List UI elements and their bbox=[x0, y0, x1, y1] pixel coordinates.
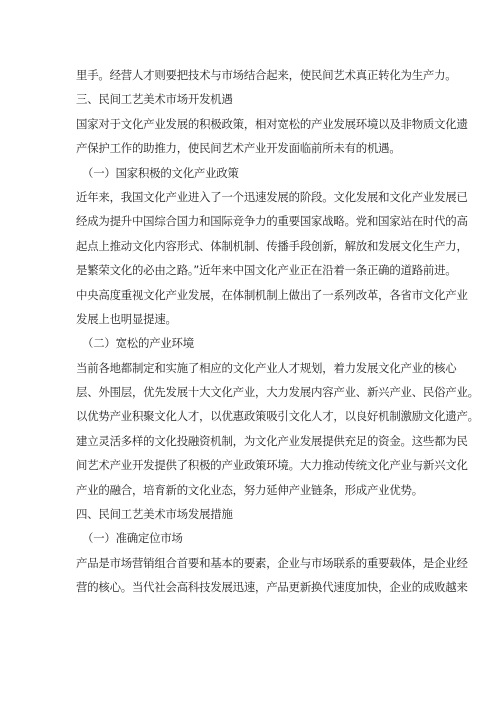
text-line: 产保护工作的助推力，使民间艺术产业开发面临前所未有的机遇。 bbox=[76, 141, 401, 156]
text-line: 以优势产业积聚文化人才，以优惠政策吸引文化人才，以良好机制激励文化遗产。 bbox=[76, 409, 479, 424]
text-line: 经成为提升中国综合国力和国际竞争力的重要国家战略。党和国家站在时代的高 bbox=[76, 214, 468, 229]
text-line: 当前各地都制定和实施了相应的文化产业人才规划，着力发展文化产业的核心 bbox=[76, 360, 457, 375]
subsection-heading: （二）宽松的产业环境 bbox=[82, 336, 194, 351]
text-line: 层、外围层，优先发展十大文化产业，大力发展内容产业、新兴产业、民俗产业。 bbox=[76, 385, 479, 400]
section-heading: 四、民间工艺美术市场发展措施 bbox=[76, 507, 233, 522]
text-line: 起点上推动文化内容形式、体制机制、传播手段创新，解放和发展文化生产力， bbox=[76, 238, 468, 253]
text-line: 产业的融合，培育新的文化业态，努力延伸产业链条，形成产业优势。 bbox=[76, 482, 423, 497]
section-heading: 三、民间工艺美术市场开发机遇 bbox=[76, 92, 233, 107]
text-line: 发展上也明显提速。 bbox=[76, 311, 177, 326]
subsection-heading: （一）准确定位市场 bbox=[82, 531, 183, 546]
document-body bbox=[76, 63, 479, 600]
text-line: 建立灵活多样的文化投融资机制，为文化产业发展提供充足的资金。这些都为民 bbox=[76, 433, 468, 448]
text-line: 中央高度重视文化产业发展，在体制机制上做出了一系列改革，各省市文化产业 bbox=[76, 287, 468, 302]
text-line: 是繁荣文化的必由之路。”近年来中国文化产业正在沿着一条正确的道路前进。 bbox=[76, 263, 457, 278]
text-line: 国家对于文化产业发展的积极政策，相对宽松的产业发展环境以及非物质文化遗 bbox=[76, 116, 468, 131]
text-line: 营的核心。当代社会高科技发展迅速，产品更新换代速度加快，企业的成败越来 bbox=[76, 580, 468, 595]
subsection-heading: （一）国家积极的文化产业政策 bbox=[82, 165, 239, 180]
text-line: 产品是市场营销组合首要和基本的要素，企业与市场联系的重要载体，是企业经 bbox=[76, 555, 468, 570]
text-line: 近年来，我国文化产业进入了一个迅速发展的阶段。文化发展和文化产业发展已 bbox=[76, 189, 468, 204]
text-line: 间艺术产业开发提供了积极的产业政策环境。大力推动传统文化产业与新兴文化 bbox=[76, 458, 468, 473]
text-line: 里手。经营人才则要把技术与市场结合起来，使民间艺术真正转化为生产力。 bbox=[76, 68, 457, 82]
